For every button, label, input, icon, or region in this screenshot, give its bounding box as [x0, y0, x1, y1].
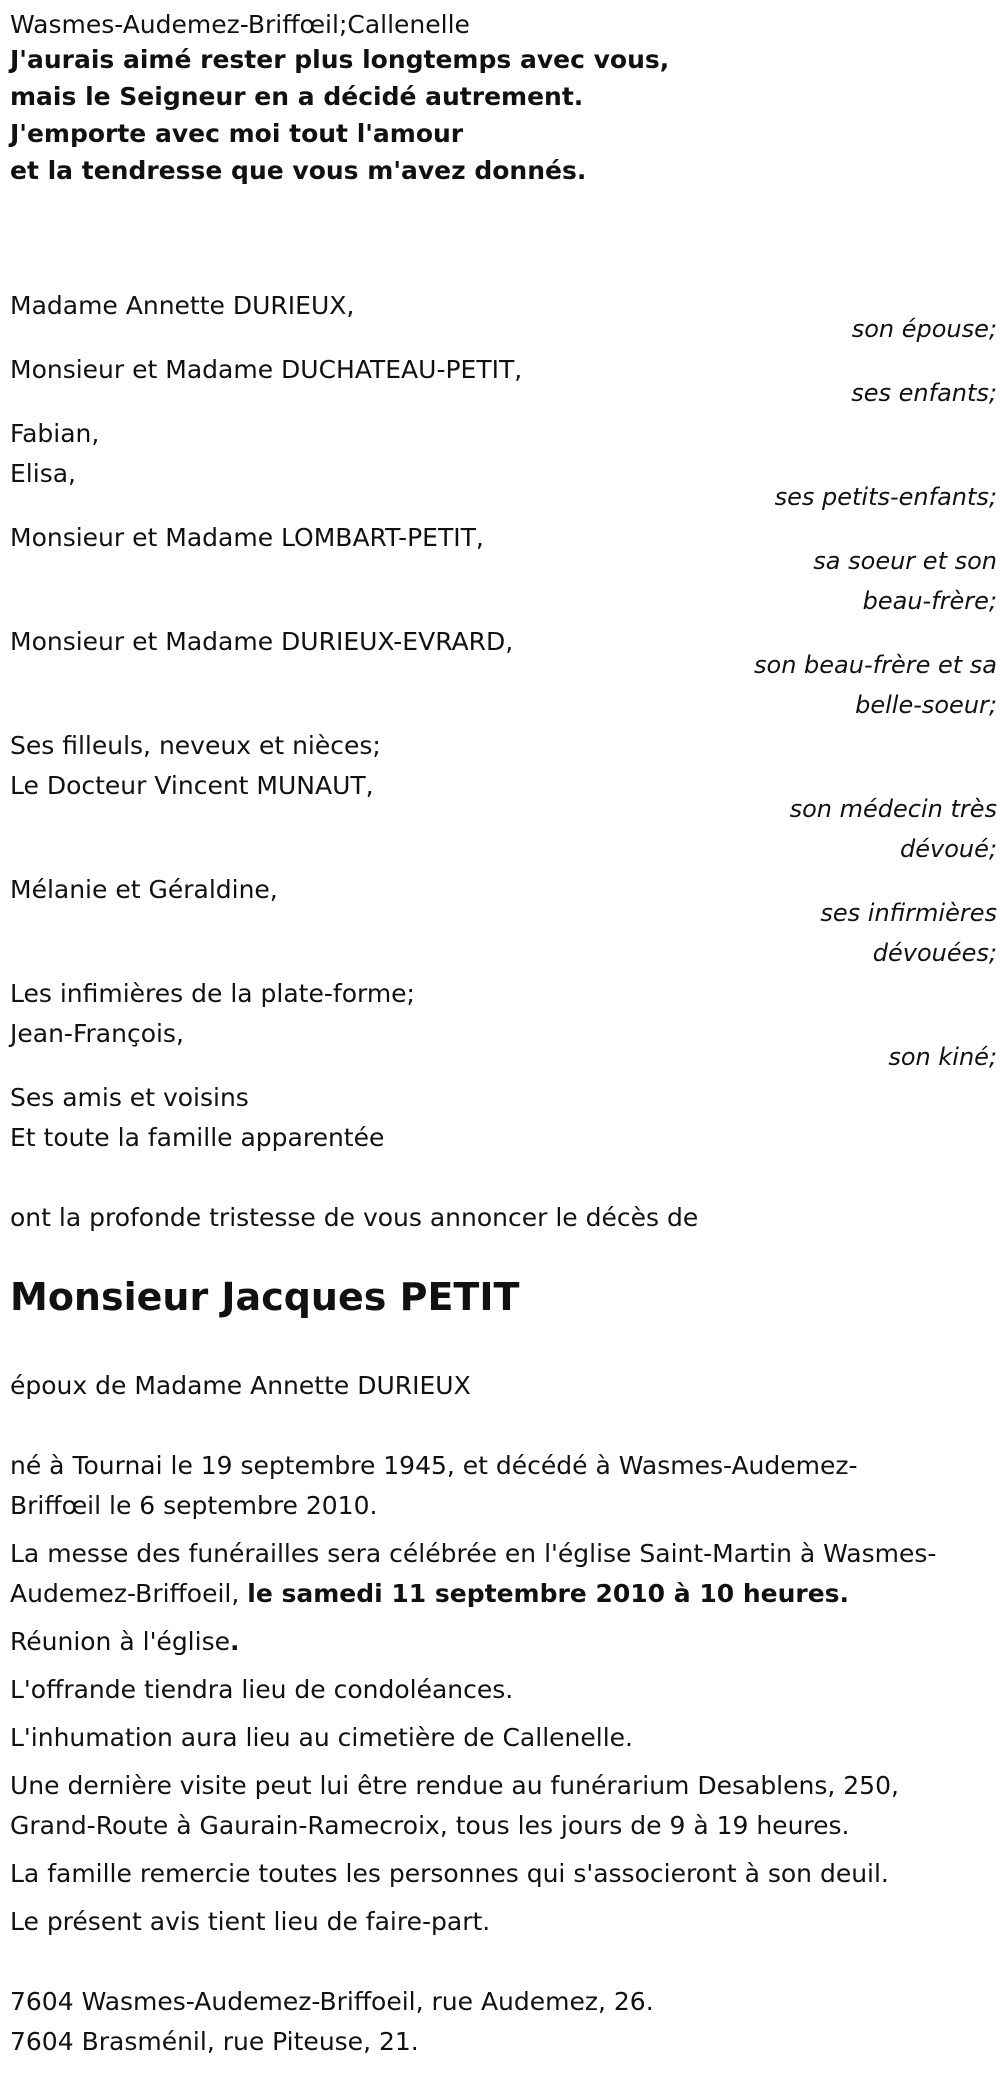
visit-line-2: Grand-Route à Gaurain-Ramecroix, tous les jours de 9 à 19 heures.	[10, 1811, 850, 1840]
relation-spouse: son épouse;	[851, 315, 997, 343]
funeral-mass-line-2	[10, 1574, 849, 1614]
poem-line-4: et la tendresse que vous m'avez donnés.	[10, 156, 587, 185]
funeral-mass-place: Audemez-Briffoeil,	[10, 1579, 248, 1608]
family-member-duchateau: Monsieur et Madame DUCHATEAU-PETIT,	[10, 355, 523, 384]
family-member-munaut: Le Docteur Vincent MUNAUT,	[10, 771, 374, 800]
relation-doctor-line-2: dévoué;	[900, 835, 997, 863]
family-member-fabian: Fabian,	[10, 419, 100, 448]
birth-death-line-1: né à Tournai le 19 septembre 1945, et décédé à Wasmes-Audemez-	[10, 1451, 858, 1480]
relation-brother-in-law-line-1: son beau-frère et sa	[754, 651, 997, 679]
relation-doctor-line-1: son médecin très	[789, 795, 997, 823]
location-header: Wasmes-Audemez-Briffœil;Callenelle	[10, 10, 470, 39]
family-filleuls: Ses filleuls, neveux et nièces;	[10, 731, 381, 760]
funeral-mass-date: le samedi 11 septembre 2010 à 10 heures.	[247, 1579, 850, 1608]
funeral-mass-line-1: La messe des funérailles sera célébrée en l'église Saint-Martin à Wasmes-	[10, 1539, 937, 1568]
family-infirmieres: Les infimières de la plate-forme;	[10, 979, 415, 1008]
poem-line-1: J'aurais aimé rester plus longtemps avec vous,	[10, 45, 670, 74]
relation-sister-line-2: beau-frère;	[862, 587, 997, 615]
address-line-2: 7604 Brasménil, rue Piteuse, 21.	[10, 2027, 419, 2056]
relation-grandchildren: ses petits-enfants;	[774, 483, 997, 511]
reunion-line	[10, 1622, 239, 1662]
reunion-text: Réunion à l'église	[10, 1627, 230, 1656]
relation-sister-line-1: sa soeur et son	[813, 547, 997, 575]
reunion-period: .	[229, 1627, 240, 1656]
relation-nurses-line-2: dévouées;	[872, 939, 997, 967]
family-amis: Ses amis et voisins	[10, 1083, 249, 1112]
address-line-1: 7604 Wasmes-Audemez-Briffoeil, rue Audemez, 26.	[10, 1987, 654, 2016]
deceased-name: Monsieur Jacques PETIT	[10, 1275, 520, 1319]
thanks-line: La famille remercie toutes les personnes qui s'associeront à son deuil.	[10, 1859, 889, 1888]
birth-death-line-2: Briffœil le 6 septembre 2010.	[10, 1491, 378, 1520]
relation-children: ses enfants;	[851, 379, 997, 407]
family-member-melanie: Mélanie et Géraldine,	[10, 875, 278, 904]
offrande-line: L'offrande tiendra lieu de condoléances.	[10, 1675, 514, 1704]
faire-part-line: Le présent avis tient lieu de faire-part.	[10, 1907, 491, 1936]
visit-line-1: Une dernière visite peut lui être rendue au funérarium Desablens, 250,	[10, 1771, 899, 1800]
family-member-annette: Madame Annette DURIEUX,	[10, 291, 355, 320]
family-member-evrard: Monsieur et Madame DURIEUX-EVRARD,	[10, 627, 514, 656]
relation-brother-in-law-line-2: belle-soeur;	[855, 691, 997, 719]
inhumation-line: L'inhumation aura lieu au cimetière de Callenelle.	[10, 1723, 633, 1752]
poem-line-3: J'emporte avec moi tout l'amour	[10, 119, 464, 148]
poem-line-2: mais le Seigneur en a décidé autrement.	[10, 82, 584, 111]
announcement-line: ont la profonde tristesse de vous annoncer le décès de	[10, 1203, 699, 1232]
relation-nurses-line-1: ses infirmières	[820, 899, 997, 927]
spouse-line: époux de Madame Annette DURIEUX	[10, 1371, 471, 1400]
relation-physio: son kiné;	[888, 1043, 997, 1071]
family-member-lombart: Monsieur et Madame LOMBART-PETIT,	[10, 523, 484, 552]
family-apparentee: Et toute la famille apparentée	[10, 1123, 385, 1152]
family-member-elisa: Elisa,	[10, 459, 76, 488]
family-member-jeanfrancois: Jean-François,	[10, 1019, 184, 1048]
